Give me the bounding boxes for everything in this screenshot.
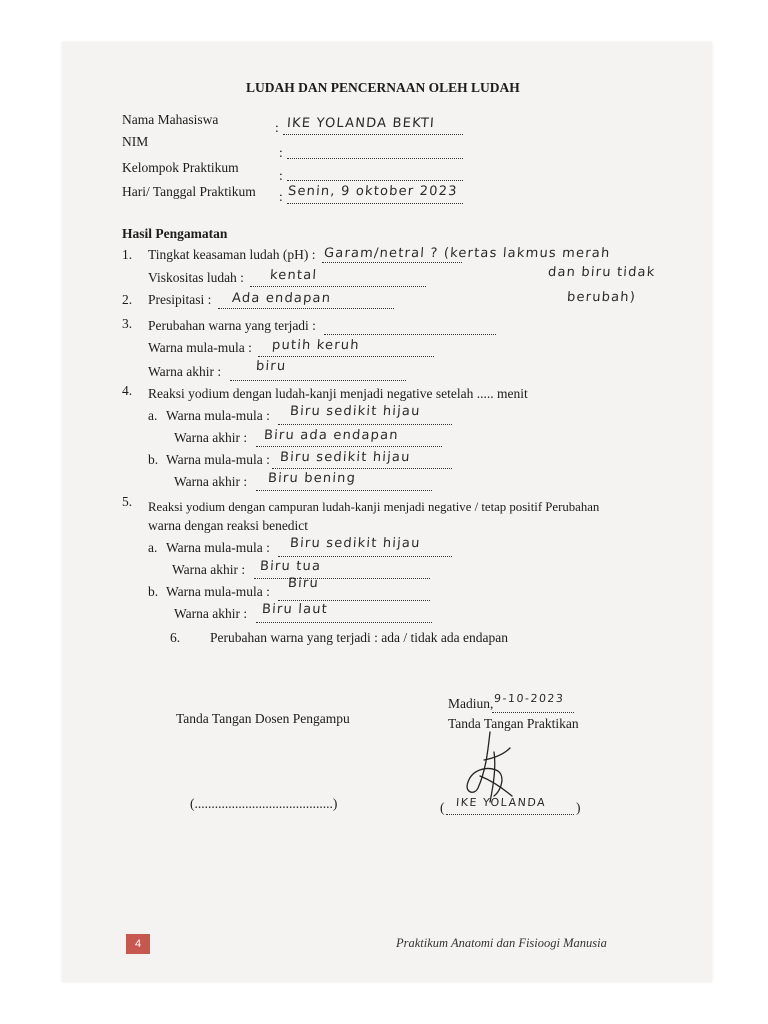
praktikan-name: IKE YOLANDA [455, 796, 547, 809]
warna-akhir-dotted-line [256, 446, 442, 447]
item-number: 3. [122, 316, 133, 331]
warna-akhir-label: Warna akhir : [174, 474, 248, 489]
nim-dotted-line [287, 158, 463, 159]
item-number: 5. [122, 494, 133, 509]
ph-value-cont: berubah) [566, 290, 637, 305]
hari-dotted-line [287, 203, 463, 204]
nim-label: NIM [122, 134, 149, 149]
warna-mula-dotted-line [258, 356, 434, 357]
warna-akhir-value: Biru tua [259, 559, 322, 574]
kelompok-dotted-line [287, 180, 463, 181]
warna-mula-dotted-line [278, 556, 452, 557]
warna-mula-value: Biru [287, 576, 320, 591]
footer-book-title: Praktikum Anatomi dan Fisioogi Manusia [396, 936, 607, 950]
endapan-label: Perubahan warna yang terjadi : ada / tidak ada endapan [210, 630, 508, 645]
place-label: Madiun, [448, 696, 494, 711]
hari-label: Hari/ Tanggal Praktikum [122, 184, 256, 199]
praktikan-close-paren: ) [576, 800, 581, 815]
hari-value: Senin, 9 oktober 2023 [287, 184, 459, 199]
praktikan-open-paren: ( [440, 800, 445, 815]
warna-mula-dotted-line [278, 424, 452, 425]
ph-dotted-line [322, 262, 462, 263]
praktikan-dotted-line [446, 814, 574, 815]
nama-label: Nama Mahasiswa [122, 112, 219, 127]
reaksi-yodium-label: Reaksi yodium dengan ludah-kanji menjadi negative setelah ..... menit [148, 386, 528, 401]
kelompok-label: Kelompok Praktikum [122, 160, 239, 175]
sub-prefix: b. [148, 452, 159, 467]
presipitasi-label: Presipitasi : [148, 292, 212, 307]
item-number: 4. [122, 383, 133, 398]
viskositas-value: kental [269, 268, 318, 283]
item-number: 2. [122, 292, 133, 307]
warna-mula-label: Warna mula-mula : [166, 452, 270, 467]
warna-akhir-dotted-line [256, 490, 432, 491]
item-number: 6. [170, 630, 181, 645]
warna-akhir-value: biru [255, 359, 287, 374]
warna-mula-dotted-line [278, 600, 430, 601]
item-number: 1. [122, 247, 133, 262]
sub-prefix: b. [148, 584, 159, 599]
nim-colon: : [279, 145, 283, 160]
perubahan-warna-dotted-line [324, 334, 496, 335]
warna-mula-label: Warna mula-mula : [166, 408, 270, 423]
warna-mula-value: Biru sedikit hijau [279, 450, 412, 465]
warna-akhir-label: Warna akhir : [174, 430, 248, 445]
warna-akhir-dotted-line [230, 380, 406, 381]
ph-value-cont: dan biru tidak [547, 265, 656, 280]
praktikan-signature-label: Tanda Tangan Praktikan [448, 716, 579, 731]
warna-akhir-label: Warna akhir : [148, 364, 222, 379]
warna-mula-dotted-line [272, 468, 452, 469]
viskositas-dotted-line [250, 286, 426, 287]
warna-akhir-value: Biru laut [261, 602, 329, 617]
date-value: 9-10-2023 [493, 692, 565, 705]
warna-mula-label: Warna mula-mula : [166, 540, 270, 555]
warna-mula-value: Biru sedikit hijau [289, 404, 422, 419]
warna-mula-label: Warna mula-mula : [166, 584, 270, 599]
warna-akhir-dotted-line [256, 622, 432, 623]
kelompok-colon: : [279, 168, 283, 183]
signature-mark-icon [450, 730, 530, 806]
presipitasi-value: Ada endapan [231, 291, 332, 306]
warna-akhir-dotted-line [254, 578, 430, 579]
document-title: LUDAH DAN PENCERNAAN OLEH LUDAH [246, 80, 520, 95]
perubahan-warna-label: Perubahan warna yang terjadi : [148, 318, 316, 333]
reaksi-benedict-label-cont: warna dengan reaksi benedict [148, 518, 309, 533]
warna-mula-value: putih keruh [271, 338, 361, 353]
reaksi-benedict-label: Reaksi yodium dengan campuran ludah-kanji menjadi negative / tetap positif Perubahan [148, 500, 600, 514]
date-dotted-line [492, 712, 574, 713]
warna-mula-label: Warna mula-mula : [148, 340, 252, 355]
warna-akhir-value: Biru ada endapan [263, 428, 400, 443]
dosen-signature-label: Tanda Tangan Dosen Pengampu [176, 711, 350, 726]
warna-mula-value: Biru sedikit hijau [289, 536, 422, 551]
nama-value: IKE YOLANDA BEKTI [286, 116, 436, 131]
nama-dotted-line [283, 134, 463, 135]
ph-value: Garam/netral ? (kertas lakmus merah [323, 246, 611, 261]
warna-akhir-label: Warna akhir : [174, 606, 248, 621]
ph-label: Tingkat keasaman ludah (pH) : [148, 247, 316, 262]
hari-colon: : [279, 189, 283, 204]
dosen-name-placeholder: (.........................................) [190, 796, 338, 811]
nama-colon: : [275, 120, 279, 135]
warna-akhir-label: Warna akhir : [172, 562, 246, 577]
page-number-badge: 4 [126, 934, 150, 954]
section-heading: Hasil Pengamatan [122, 226, 228, 241]
warna-akhir-value: Biru bening [267, 471, 357, 486]
presipitasi-dotted-line [218, 308, 394, 309]
viskositas-label: Viskositas ludah : [148, 270, 244, 285]
sub-prefix: a. [148, 540, 158, 555]
sub-prefix: a. [148, 408, 158, 423]
